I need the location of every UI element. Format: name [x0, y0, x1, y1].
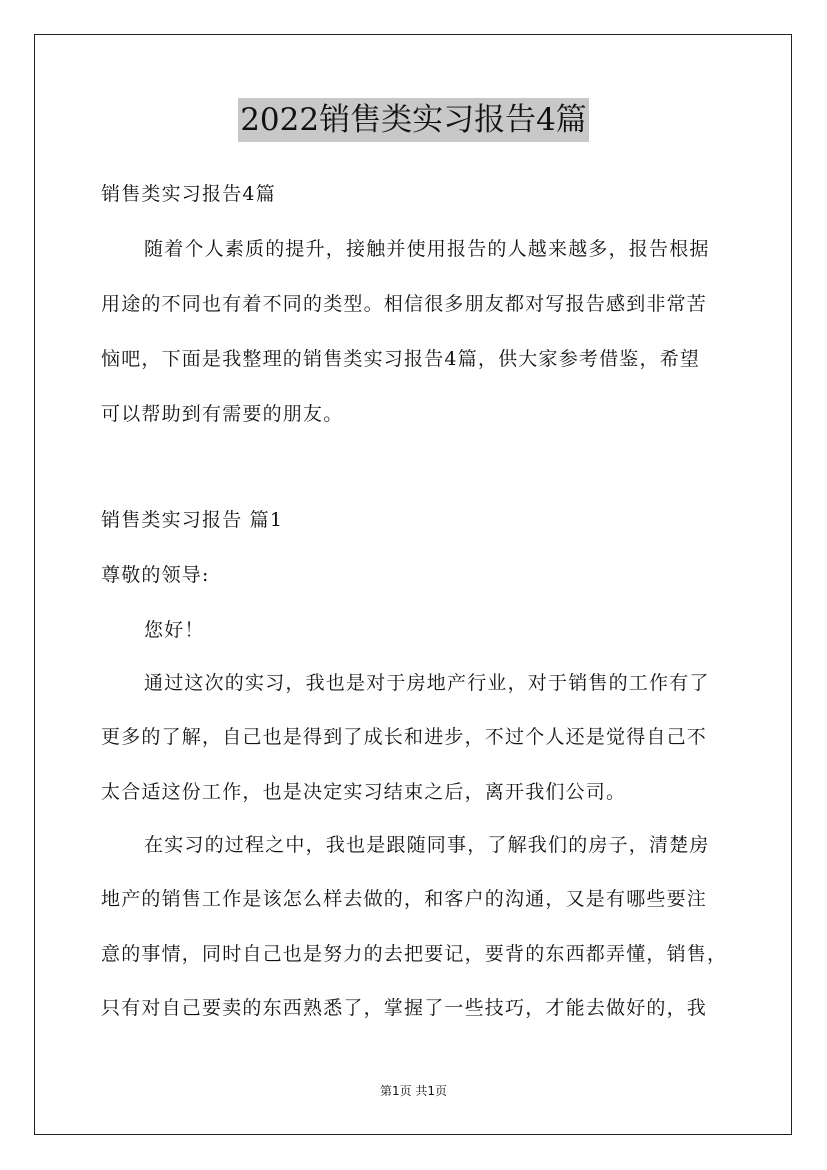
salutation: 尊敬的领导: — [101, 564, 210, 586]
body-line-1: 通过这次的实习，我也是对于房地产行业，对于销售的工作有了 — [144, 672, 710, 694]
title-container — [0, 98, 827, 142]
body-line-6: 意的事情，同时自己也是努力的去把要记，要背的东西都弄懂，销售， — [101, 943, 728, 965]
body-line-7: 只有对自己要卖的东西熟悉了，掌握了一些技巧，才能去做好的，我 — [101, 997, 708, 1019]
intro-line-1: 随着个人素质的提升，接触并使用报告的人越来越多，报告根据 — [144, 238, 710, 260]
intro-line-4: 可以帮助到有需要的朋友。 — [101, 403, 344, 425]
section-heading: 销售类实习报告 篇1 — [101, 509, 284, 531]
document-title: 2022销售类实习报告4篇 — [238, 98, 589, 142]
greeting: 您好！ — [144, 619, 205, 641]
body-line-2: 更多的了解，自己也是得到了成长和进步，不过个人还是觉得自己不 — [101, 726, 708, 748]
body-line-5: 地产的销售工作是该怎么样去做的，和客户的沟通，又是有哪些要注 — [101, 888, 708, 910]
body-line-3: 太合适这份工作，也是决定实习结束之后，离开我们公司。 — [101, 781, 627, 803]
intro-line-3: 恼吧，下面是我整理的销售类实习报告4篇，供大家参考借鉴，希望 — [101, 348, 701, 370]
page-footer: 第1页 共1页 — [379, 1084, 448, 1098]
intro-line-2: 用途的不同也有着不同的类型。相信很多朋友都对写报告感到非常苦 — [101, 293, 708, 315]
body-line-4: 在实习的过程之中，我也是跟随同事，了解我们的房子，清楚房 — [144, 834, 710, 856]
document-subtitle: 销售类实习报告4篇 — [101, 183, 276, 205]
